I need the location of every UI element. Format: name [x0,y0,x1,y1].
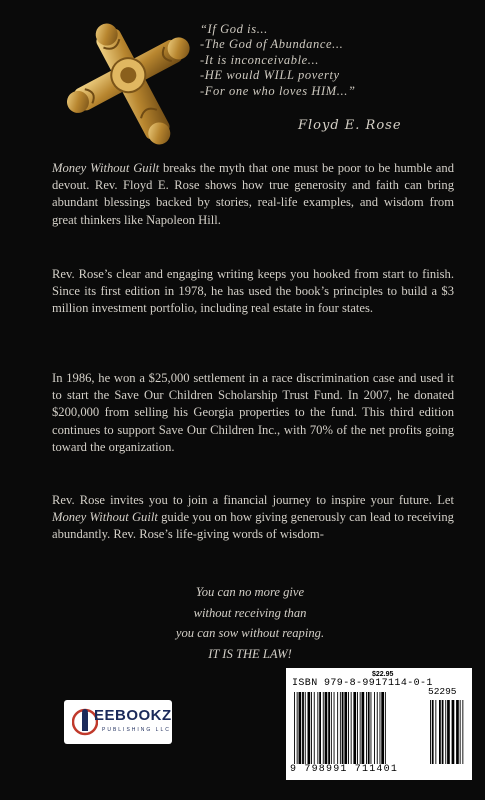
description-paragraph-2: Rev. Rose’s clear and engaging writing keeps you hooked from start to finish. Since its first edition in 1978, he has used the book’s principles to build a $3 million investment portfolio, including real estate in four states. [52,267,454,316]
barcode-bar [348,692,349,764]
barcode-bar [317,692,318,764]
barcode-bar [297,692,298,764]
barcode-bar [325,692,328,764]
barcode-bar [294,692,295,764]
addon-bar [462,700,463,764]
epigraph-line: “If God is... [200,22,268,36]
book-title: Money Without Guilt [52,510,158,525]
addon-bar [452,700,455,764]
barcode-bar [334,692,335,764]
author-signature: Floyd E. Rose [298,118,402,133]
addon-bar [439,700,441,764]
barcode-bar [377,692,378,764]
publisher-logo [64,700,172,744]
epigraph-line: -The God of Abundance... [200,37,344,52]
ornate-cross-image [58,18,208,150]
addon-bar [447,700,450,764]
addon-bar [435,700,436,764]
barcode-bar [305,692,306,764]
addon-bar [445,700,446,764]
barcode-bar [374,692,375,764]
barcode-bar [328,692,330,764]
barcode-bar [385,692,386,764]
epigraph-line: -It is inconceivable... [200,52,319,67]
addon-bar [430,700,431,764]
addon-bar [432,700,434,764]
barcode-bar [362,692,365,764]
barcode-bar [381,692,384,764]
isbn-label: ISBN 979-8-9917114-0-1 [292,678,433,689]
publisher-name: EEBOOKZ [94,707,172,724]
barcode-bar [344,692,347,764]
barcode-bar [337,692,338,764]
addon-bar [442,700,444,764]
addon-bar [456,700,459,764]
barcode-bar [368,692,370,764]
publisher-subtitle: PUBLISHING LLC [102,727,171,733]
barcode-bar [331,692,332,764]
barcode-bar [314,692,315,764]
description-paragraph-1 [52,160,454,229]
barcode-bar [380,692,381,764]
paragraph-text: breaks the myth that one must be poor to be humble and devout. Rev. Floyd E. Rose shows how true generosity and faith can bring abundant blessings backed by stories, real-life examples, and wisdom from great thinkers like Napoleon Hill. [52,161,454,227]
barcode-bar [308,692,311,764]
book-title: Money Without Guilt [52,161,160,175]
price-label: $22.95 [372,671,394,678]
barcode-bar [357,692,358,764]
barcode-bar [366,692,367,764]
ean-digits: 9 798991 711401 [290,764,399,775]
description-paragraph-4 [52,492,454,544]
quote-line: IT IS THE LAW! [208,646,292,661]
barcode-bar [371,692,372,764]
barcode-bar [342,692,344,764]
quote-line: without receiving than [193,605,307,620]
quote-line: You can no more give [195,585,305,599]
barcode-bar [323,692,324,764]
epigraph-line: -For one who loves HIM...” [200,83,356,98]
barcode-bar [353,692,356,764]
closing-quote [120,582,380,664]
epigraph [200,22,470,99]
paragraph-text: guide you on how giving generously can lead to receiving abundantly. Rev. Rose’s life-giving words of wisdom- [52,510,454,542]
barcode-bar [351,692,352,764]
quote-line: you can sow without reaping. [175,626,325,640]
barcode-bar [360,692,361,764]
barcode-bar [319,692,321,764]
price-addon-code: 52295 [428,686,457,697]
barcode-bar [302,692,304,764]
barcode-bar [311,692,312,764]
barcode-bars [294,692,470,764]
paragraph-text: Rev. Rose invites you to join a financial journey to inspire your future. Let [52,493,454,507]
description-paragraph-3: In 1986, he won a $25,000 settlement in a race discrimination case and used it to start the Save Our Children Scholarship Trust Fund. In 2007, he donated $200,000 from selling his Georgia properties to the fund. This third edition continues to support Save Our Children Inc., with 70% of the net profits going toward the organization. [52,371,454,454]
addon-bar [460,700,461,764]
barcode-bar [340,692,341,764]
barcode-bar [299,692,302,764]
epigraph-line: -HE would WILL poverty [200,68,340,83]
